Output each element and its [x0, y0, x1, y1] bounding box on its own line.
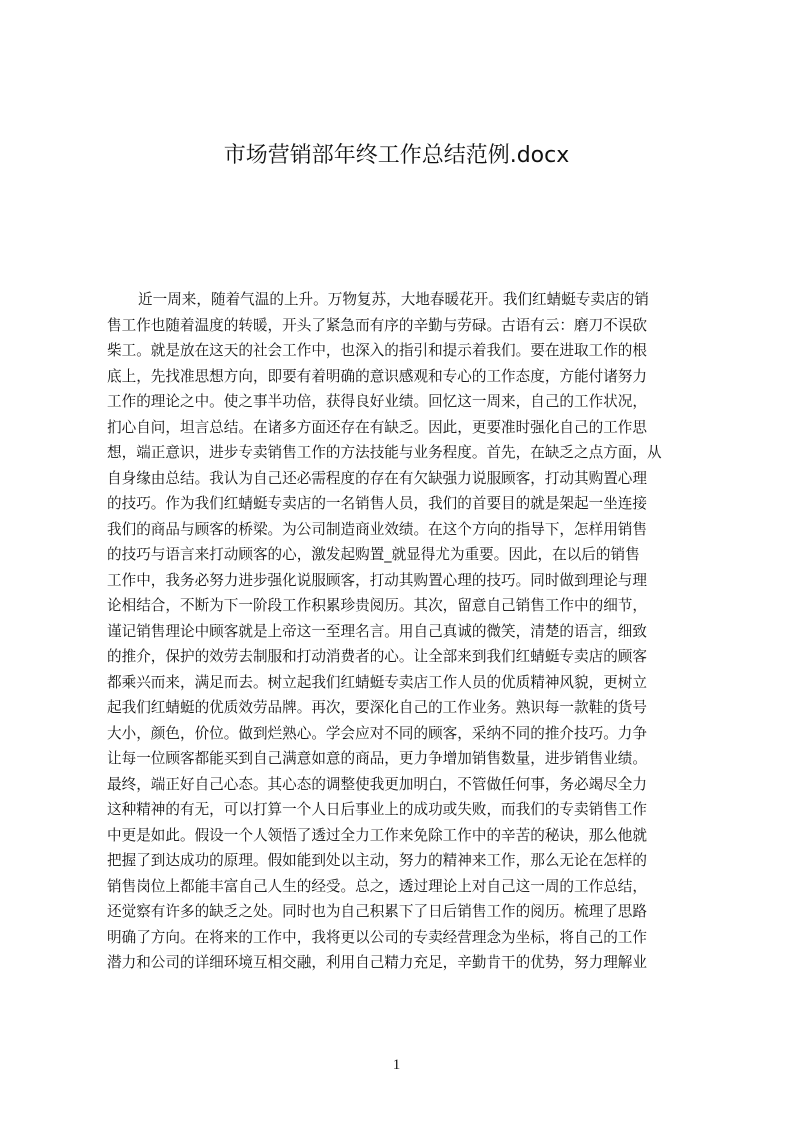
- paragraph-line: 我们的商品与顾客的桥梁。为公司制造商业效绩。在这个方向的指导下，怎样用销售: [107, 520, 647, 538]
- paragraph-line: 都乘兴而来，满足而去。树立起我们红蜻蜓专卖店工作人员的优质精神风貌，更树立: [107, 673, 647, 691]
- paragraph-line: 销售岗位上都能丰富自己人生的经受。总之，透过理论上对自己这一周的工作总结，: [107, 877, 647, 895]
- document-title: 市场营销部年终工作总结范例.docx: [223, 143, 570, 168]
- paragraph-line: 的技巧与语言来打动顾客的心，激发起购置_就显得尤为重要。因此，在以后的销售: [107, 546, 640, 563]
- paragraph-line: 想，端正意识，进步专卖销售工作的方法技能与业务程度。首先，在缺乏之点方面，从: [107, 444, 662, 461]
- paragraph-line: 扪心自问，坦言总结。在诸多方面还存在有缺乏。因此，更要准时强化自己的工作思: [107, 418, 647, 436]
- paragraph-line: 工作中，我务必努力进步强化说服顾客，打动其购置心理的技巧。同时做到理论与理: [107, 571, 647, 589]
- paragraph-line: 大小，颜色，价位。做到烂熟心。学会应对不同的顾客，采纳不同的推介技巧。力争: [107, 724, 647, 742]
- paragraph-line: 的推介，保护的效劳去制服和打动消费者的心。让全部来到我们红蜻蜓专卖店的顾客: [107, 648, 647, 665]
- paragraph-line: 让每一位顾客都能买到自己满意如意的商品，更力争增加销售数量，进步销售业绩。: [107, 750, 647, 767]
- paragraph-line: 工作的理论之中。使之事半功倍，获得良好业绩。回忆这一周来，自己的工作状况，: [107, 393, 647, 410]
- paragraph-line: 这种精神的有无，可以打算一个人日后事业上的成功或失败，而我们的专卖销售工作: [107, 801, 647, 818]
- paragraph-line: 近一周来，随着气温的上升。万物复苏，大地春暖花开。我们红蜻蜓专卖店的销: [138, 291, 649, 308]
- paragraph-line: 起我们红蜻蜓的优质效劳品牌。再次，要深化自己的工作业务。熟识每一款鞋的货号: [107, 699, 647, 716]
- paragraph-line: 还觉察有许多的缺乏之处。同时也为自己积累下了日后销售工作的阅历。梳理了思路: [107, 903, 647, 920]
- paragraph-line: 谨记销售理论中顾客就是上帝这一至理名言。用自己真诚的微笑，清楚的语言，细致: [107, 622, 647, 640]
- body-paragraph: [107, 287, 699, 976]
- paragraph-line: 柴工。就是放在这天的社会工作中，也深入的指引和提示着我们。要在进取工作的根: [107, 342, 647, 359]
- paragraph-line: 论相结合，不断为下一阶段工作积累珍贵阅历。其次，留意自己销售工作中的细节，: [107, 597, 647, 614]
- paragraph-line: 把握了到达成功的原理。假如能到处以主动，努力的精神来工作，那么无论在怎样的: [107, 852, 647, 869]
- paragraph-line: 售工作也随着温度的转暖，开头了紧急而有序的辛勤与劳碌。古语有云：磨刀不误砍: [107, 316, 647, 334]
- paragraph-line: 自身缘由总结。我认为自己还必需程度的存在有欠缺强力说服顾客，打动其购置心理: [107, 469, 647, 487]
- paragraph-line: 的技巧。作为我们红蜻蜓专卖店的一名销售人员，我们的首要目的就是架起一坐连接: [107, 495, 647, 512]
- paragraph-line: 最终，端正好自己心态。其心态的调整使我更加明白，不管做任何事，务必竭尽全力: [107, 775, 647, 793]
- page-number: 1: [392, 1057, 401, 1073]
- paragraph-line: 底上，先找准思想方向，即要有着明确的意识感观和专心的工作态度，方能付诸努力: [107, 367, 647, 385]
- paragraph-line: 中更是如此。假设一个人领悟了透过全力工作来免除工作中的辛苦的秘诀，那么他就: [107, 826, 647, 844]
- paragraph-line: 潜力和公司的详细环境互相交融，利用自己精力充足，辛勤肯干的优势，努力理解业: [107, 954, 647, 971]
- paragraph-line: 明确了方向。在将来的工作中，我将更以公司的专卖经营理念为坐标，将自己的工作: [107, 928, 647, 946]
